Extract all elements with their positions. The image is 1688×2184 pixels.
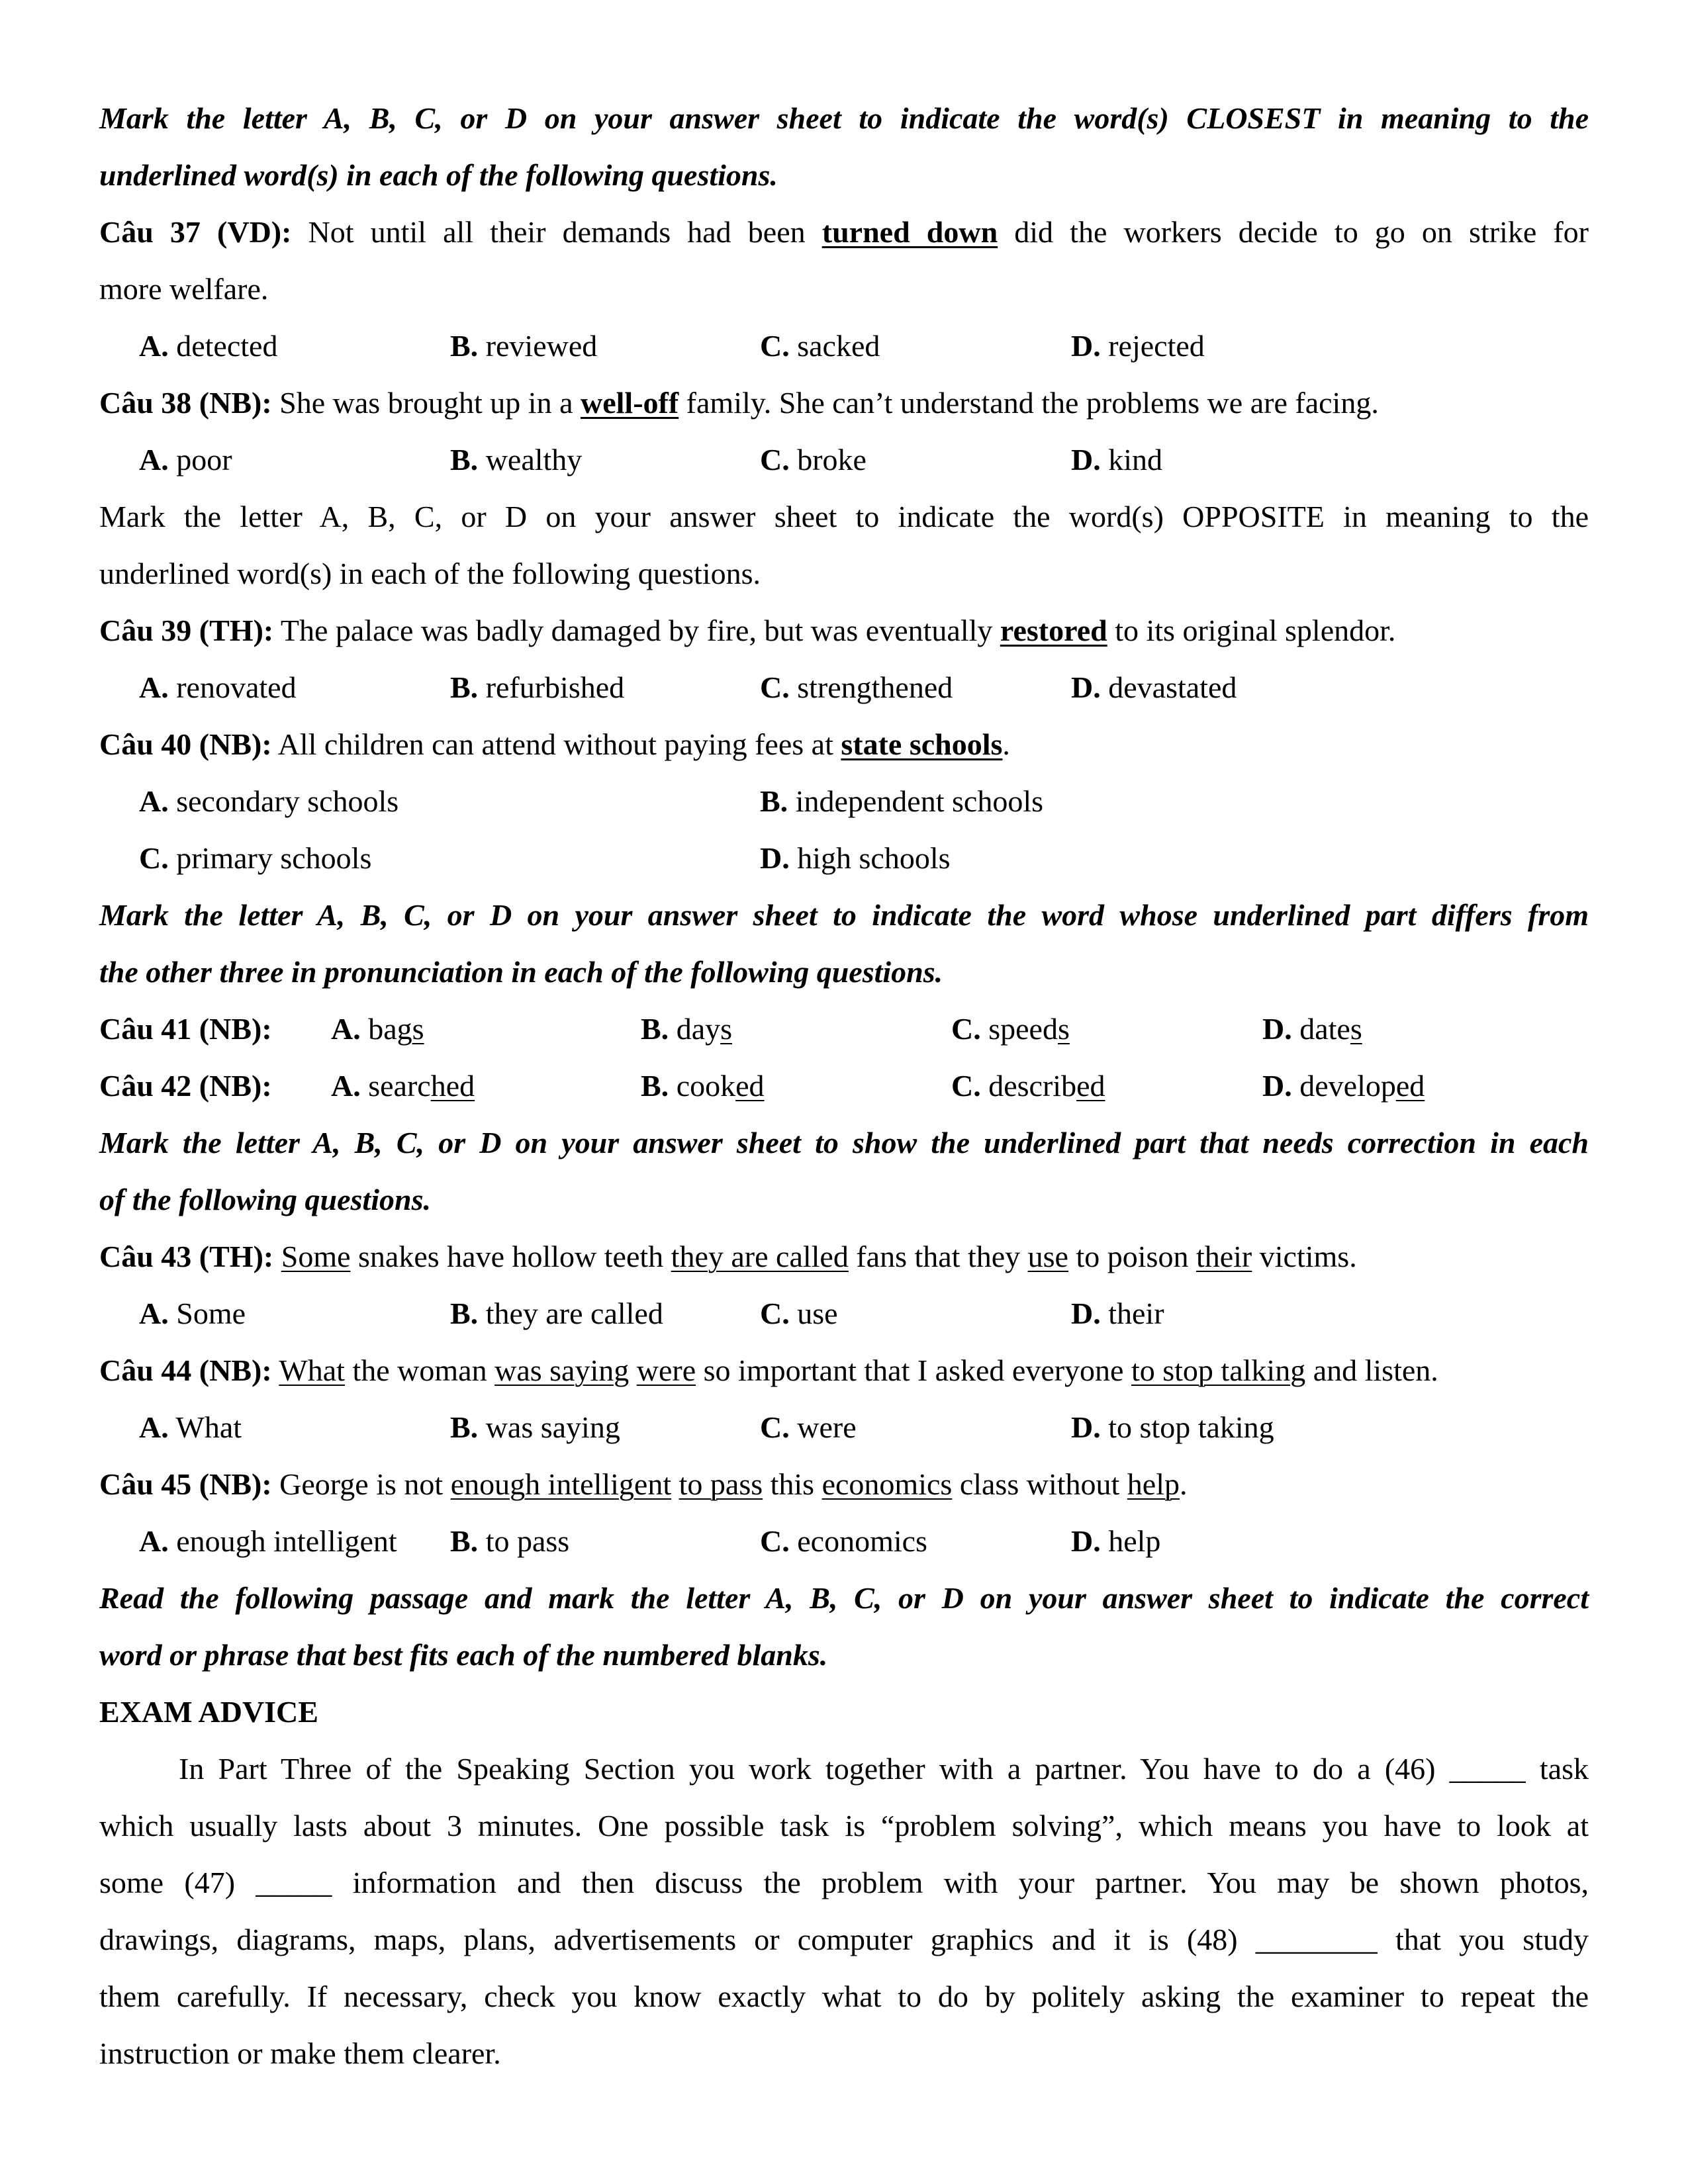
option-d[interactable]: D. rejected	[1071, 329, 1205, 363]
option-c[interactable]: C. use	[760, 1297, 838, 1330]
section-instruction-pronunciation: Mark the letter A, B, C, or D on your answer sheet to indicate the word whose underlined part differs from	[99, 898, 1589, 932]
question-label: Câu 37 (VD):	[99, 215, 292, 249]
section-instruction-closest: Mark the letter A, B, C, or D on your answer sheet to indicate the word(s) CLOSEST in meaning to the	[99, 101, 1589, 135]
option-d[interactable]: D. dates	[1262, 1012, 1362, 1046]
question-44: Câu 44 (NB): What the woman was saying were so important that I asked everyone to stop talking and listen.	[99, 1353, 1438, 1387]
passage-line: drawings, diagrams, maps, plans, advertisements or computer graphics and it is (48) ________ that you study	[99, 1923, 1589, 1956]
option-b[interactable]: B. refurbished	[450, 670, 625, 704]
option-d[interactable]: D. help	[1071, 1524, 1161, 1558]
question-40: Câu 40 (NB): All children can attend without paying fees at state schools.	[99, 727, 1010, 761]
section-instruction-opposite: Mark the letter A, B, C, or D on your answer sheet to indicate the word(s) OPPOSITE in meaning to the	[99, 500, 1589, 533]
question-label: Câu 39 (TH):	[99, 614, 274, 647]
option-b[interactable]: B. cooked	[641, 1069, 765, 1103]
option-c[interactable]: C. broke	[760, 443, 867, 477]
option-d[interactable]: D. devastated	[1071, 670, 1237, 704]
passage-line: them carefully. If necessary, check you know exactly what to do by politely asking the examiner to repeat the	[99, 1979, 1589, 2013]
passage-line: instruction or make them clearer.	[99, 2036, 501, 2070]
question-39: Câu 39 (TH): The palace was badly damaged by fire, but was eventually restored to its original splendor.	[99, 614, 1396, 647]
option-c[interactable]: C. sacked	[760, 329, 880, 363]
question-label: Câu 38 (NB):	[99, 386, 272, 420]
section-instruction-pronunciation-cont: the other three in pronunciation in each of the following questions.	[99, 955, 943, 989]
underlined-word: restored	[1000, 614, 1107, 647]
passage-title: EXAM ADVICE	[99, 1695, 318, 1729]
option-c[interactable]: C. described	[951, 1069, 1105, 1103]
passage-line: some (47) _____ information and then discuss the problem with your partner. You may be shown photos,	[99, 1866, 1589, 1899]
question-45: Câu 45 (NB): George is not enough intelligent to pass this economics class without help.	[99, 1467, 1188, 1501]
option-a[interactable]: A. searched	[331, 1069, 475, 1103]
option-a[interactable]: A. renovated	[139, 670, 297, 704]
section-instruction-closest-cont: underlined word(s) in each of the following questions.	[99, 158, 778, 192]
question-42-label: Câu 42 (NB):	[99, 1069, 272, 1103]
section-instruction-correction: Mark the letter A, B, C, or D on your answer sheet to show the underlined part that needs correction in each	[99, 1126, 1589, 1160]
underlined-word: state schools	[841, 727, 1003, 761]
option-a[interactable]: A. detected	[139, 329, 278, 363]
option-a[interactable]: A. What	[139, 1410, 242, 1444]
question-label: Câu 44 (NB):	[99, 1353, 272, 1387]
underlined-word: turned down	[821, 215, 998, 249]
option-b[interactable]: B. days	[641, 1012, 733, 1046]
option-a[interactable]: A. enough intelligent	[139, 1524, 397, 1558]
option-d[interactable]: D. to stop taking	[1071, 1410, 1274, 1444]
option-d[interactable]: D. their	[1071, 1297, 1164, 1330]
question-38: Câu 38 (NB): She was brought up in a well-off family. She can’t understand the problems we are facing.	[99, 386, 1379, 420]
underlined-word: well-off	[581, 386, 679, 420]
option-a[interactable]: A. bags	[331, 1012, 424, 1046]
question-41-label: Câu 41 (NB):	[99, 1012, 272, 1046]
option-c[interactable]: C. speeds	[951, 1012, 1070, 1046]
question-37-cont: more welfare.	[99, 272, 269, 306]
question-43: Câu 43 (TH): Some snakes have hollow teeth they are called fans that they use to poison their victims.	[99, 1240, 1357, 1273]
option-b[interactable]: B. independent schools	[760, 784, 1043, 818]
option-b[interactable]: B. wealthy	[450, 443, 583, 477]
option-a[interactable]: A. Some	[139, 1297, 246, 1330]
passage-line: In Part Three of the Speaking Section you work together with a partner. You have to do a (46) _____ task	[179, 1752, 1589, 1786]
passage-line: which usually lasts about 3 minutes. One possible task is “problem solving”, which means you have to look at	[99, 1809, 1589, 1843]
option-d[interactable]: D. high schools	[760, 841, 951, 875]
question-37: Câu 37 (VD): Not until all their demands had been turned down did the workers decide to go on strike for	[99, 215, 1589, 249]
option-b[interactable]: B. was saying	[450, 1410, 620, 1444]
section-instruction-cloze-cont: word or phrase that best fits each of the numbered blanks.	[99, 1638, 828, 1672]
option-b[interactable]: B. they are called	[450, 1297, 663, 1330]
option-c[interactable]: C. were	[760, 1410, 857, 1444]
option-c[interactable]: C. primary schools	[139, 841, 372, 875]
option-d[interactable]: D. kind	[1071, 443, 1163, 477]
question-label: Câu 45 (NB):	[99, 1467, 272, 1501]
option-a[interactable]: A. secondary schools	[139, 784, 399, 818]
section-instruction-opposite-cont: underlined word(s) in each of the following questions.	[99, 557, 761, 590]
section-instruction-cloze: Read the following passage and mark the letter A, B, C, or D on your answer sheet to indicate the correct	[99, 1581, 1589, 1615]
option-b[interactable]: B. to pass	[450, 1524, 570, 1558]
option-c[interactable]: C. economics	[760, 1524, 927, 1558]
section-instruction-correction-cont: of the following questions.	[99, 1183, 431, 1216]
option-b[interactable]: B. reviewed	[450, 329, 598, 363]
question-label: Câu 40 (NB):	[99, 727, 272, 761]
question-label: Câu 43 (TH):	[99, 1240, 274, 1273]
option-d[interactable]: D. developed	[1262, 1069, 1425, 1103]
option-c[interactable]: C. strengthened	[760, 670, 953, 704]
option-a[interactable]: A. poor	[139, 443, 232, 477]
